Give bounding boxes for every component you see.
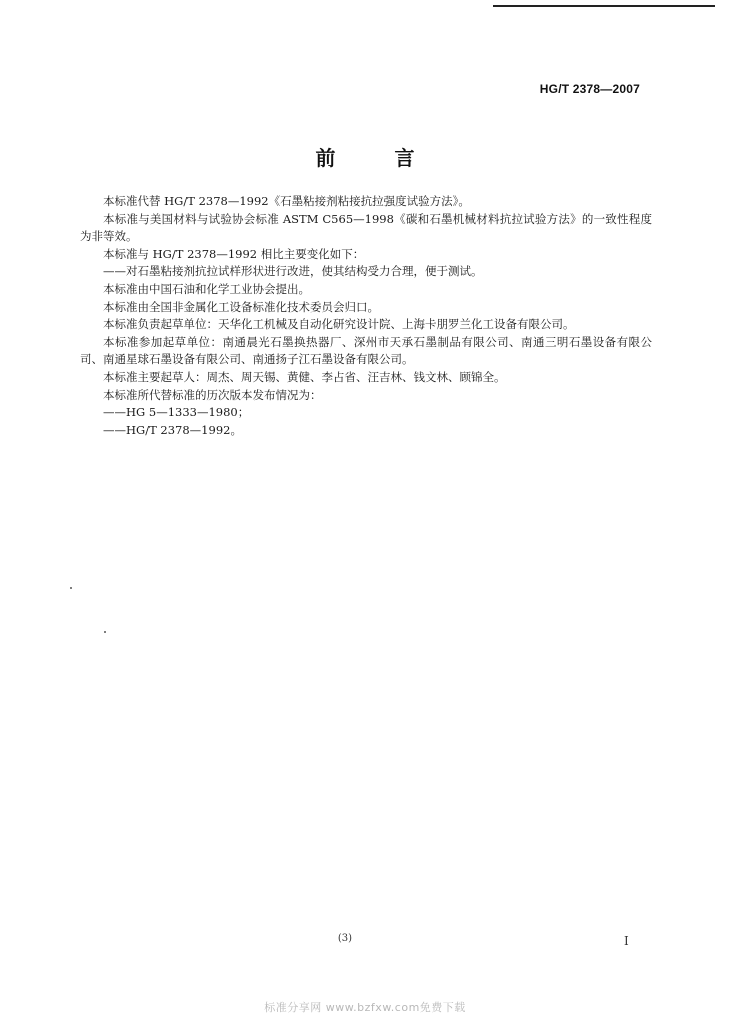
paragraph-proposed-by: 本标准由中国石油和化学工业协会提出。	[103, 281, 310, 296]
paragraph-consistency: 本标准与美国材料与试验协会标准 ASTM C565—1998《碳和石墨机械材料抗拉试验方法》的一致性程度为非等效。	[80, 211, 652, 244]
margin-mark: I	[624, 934, 629, 948]
paragraph-change-item: ——对石墨粘接剂抗拉试样形状进行改进，使其结构受力合理，便于测试。	[103, 264, 483, 279]
paragraph-changes-intro: 本标准与 HG/T 2378—1992 相比主要变化如下：	[103, 246, 365, 261]
paragraph-participating-units: 本标准参加起草单位：南通晨光石墨换热器厂、深州市天承石墨制品有限公司、南通三明石墨设备有限公司、南通星球石墨设备有限公司、南通扬子江石墨设备有限公司。	[80, 334, 652, 367]
history-item: ——HG 5—1333—1980；	[103, 405, 250, 420]
scan-speck	[70, 587, 72, 589]
paragraph-under-jurisdiction: 本标准由全国非金属化工设备标准化技术委员会归口。	[103, 299, 379, 314]
scan-speck	[104, 631, 106, 633]
paragraph-replaces: 本标准代替 HG/T 2378—1992《石墨粘接剂粘接抗拉强度试验方法》。	[103, 194, 470, 208]
page-number: (3)	[337, 933, 353, 944]
paragraph-history-intro: 本标准所代替标准的历次版本发布情况为：	[103, 387, 322, 402]
top-border-rule	[493, 5, 715, 7]
page-title: 前 言	[315, 146, 441, 170]
foreword-body	[80, 193, 652, 439]
paragraph-drafting-unit: 本标准负责起草单位：天华化工机械及自动化研究设计院、上海卡朋罗兰化工设备有限公司。	[103, 317, 575, 332]
standard-code: HG/T 2378—2007	[539, 82, 640, 96]
paragraph-drafters: 本标准主要起草人：周杰、周天锡、黄健、李占省、汪吉林、钱文林、顾锦全。	[103, 369, 506, 384]
site-watermark: 标准分享网 www.bzfxw.com免费下载	[264, 1001, 466, 1014]
history-item: ——HG/T 2378—1992。	[103, 422, 242, 437]
